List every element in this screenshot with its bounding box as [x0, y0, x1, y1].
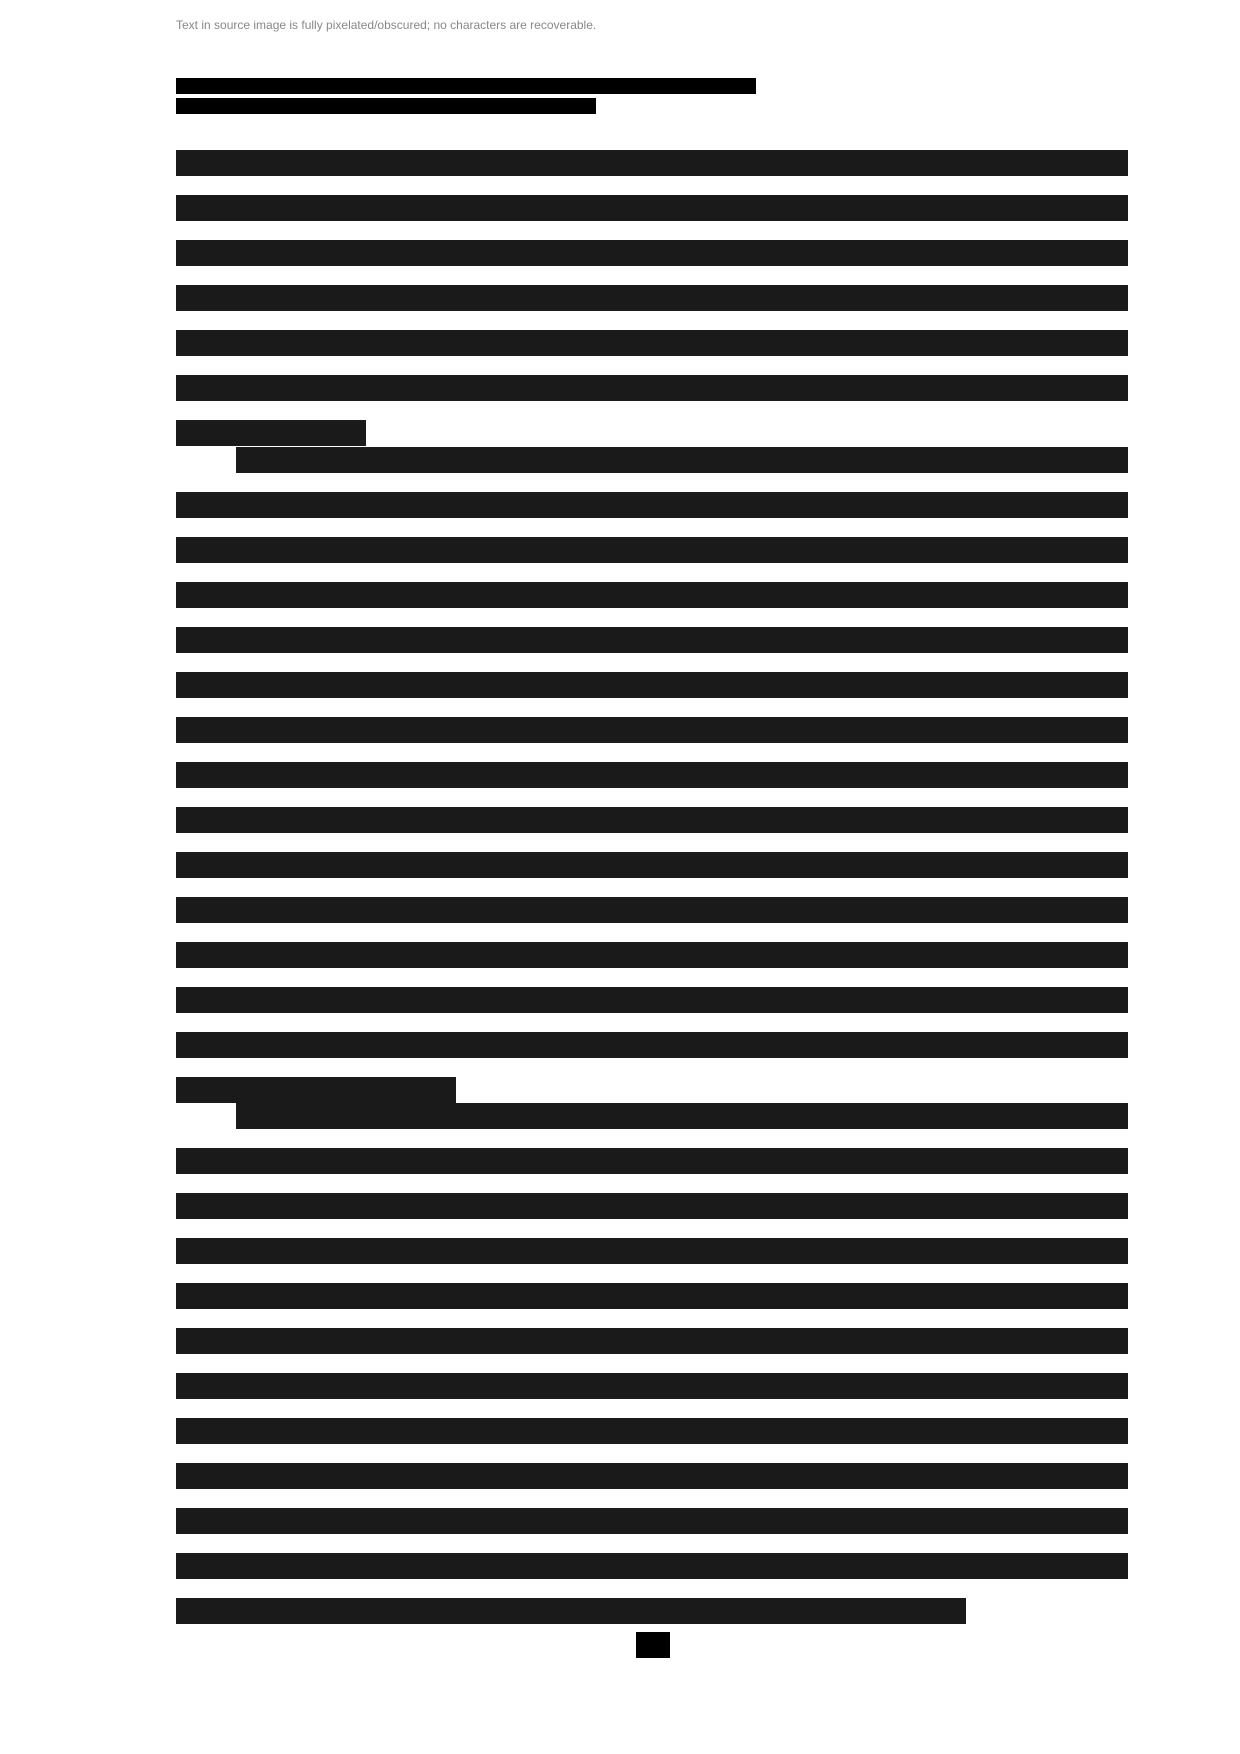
redacted-text-line	[176, 1193, 1128, 1219]
redacted-text-line	[236, 447, 1128, 473]
redacted-text-line	[176, 1373, 1128, 1399]
heading-line	[176, 98, 596, 114]
redacted-text-line	[176, 1032, 1128, 1058]
redacted-text-line	[176, 897, 1128, 923]
redacted-text-line	[176, 492, 1128, 518]
redacted-text-line	[176, 762, 1128, 788]
redacted-text-line	[176, 375, 1128, 401]
redacted-text-line	[176, 285, 1128, 311]
redacted-text-line	[176, 537, 1128, 563]
redacted-text-line	[176, 852, 1128, 878]
paragraph-3	[176, 1103, 1128, 1643]
paragraph-2	[176, 447, 1128, 1122]
redacted-text-line	[176, 1418, 1128, 1444]
redacted-text-line	[176, 1077, 456, 1103]
redacted-text-line	[176, 240, 1128, 266]
redacted-text-line	[176, 807, 1128, 833]
redacted-text-line	[176, 1553, 1128, 1579]
redacted-text-line	[176, 420, 366, 446]
redacted-text-line	[176, 1463, 1128, 1489]
redacted-text-line	[176, 1283, 1128, 1309]
redacted-text-line	[176, 330, 1128, 356]
redacted-text-line	[176, 672, 1128, 698]
redacted-text-line	[176, 717, 1128, 743]
redacted-text-line	[176, 627, 1128, 653]
page-number	[636, 1632, 670, 1658]
heading-line	[176, 78, 756, 94]
redacted-text-line	[176, 195, 1128, 221]
redacted-text-line	[176, 582, 1128, 608]
redacted-text-line	[176, 1328, 1128, 1354]
redacted-text-line	[176, 150, 1128, 176]
legibility-note: Text in source image is fully pixelated/obscured; no characters are recoverable.	[176, 18, 597, 32]
paragraph-1	[176, 150, 1128, 465]
redacted-text-line	[176, 1238, 1128, 1264]
redacted-text-line	[176, 1148, 1128, 1174]
redacted-text-line	[176, 987, 1128, 1013]
document-heading	[176, 78, 1128, 118]
redacted-text-line	[176, 1598, 966, 1624]
redacted-text-line	[236, 1103, 1128, 1129]
redacted-text-line	[176, 942, 1128, 968]
redacted-text-line	[176, 1508, 1128, 1534]
